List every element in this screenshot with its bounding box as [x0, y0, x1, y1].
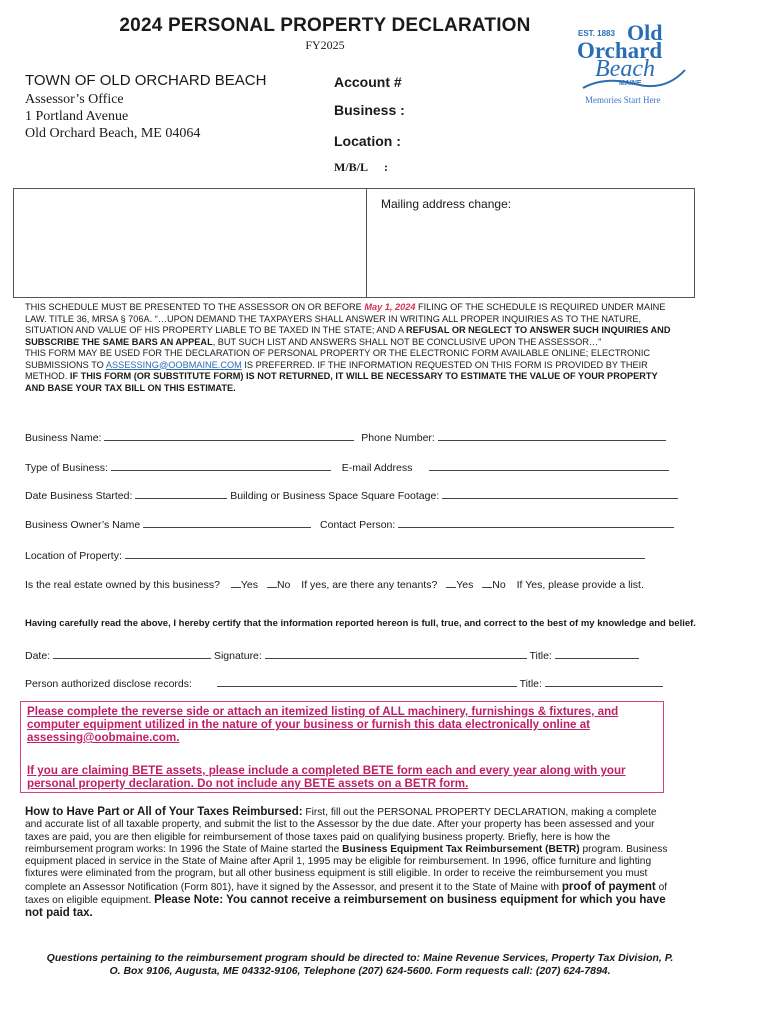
- owned-no: No: [276, 579, 291, 591]
- mailing-address-label: Mailing address change:: [381, 197, 512, 211]
- account-number-label: Account #: [334, 74, 402, 90]
- business-type-label: Type of Business:: [25, 462, 108, 474]
- owner-label: Business Owner’s Name: [25, 519, 141, 531]
- phone-label: Phone Number:: [361, 432, 435, 444]
- date-field[interactable]: [53, 648, 211, 659]
- logo-est: EST. 1883: [578, 29, 615, 38]
- address-box-divider: [366, 189, 367, 297]
- legal-paragraph-2: THIS FORM MAY BE USED FOR THE DECLARATION OF PERSONAL PROPERTY OR THE ELECTRONIC FORM AVAILABLE ONLINE; ELECTRONIC SUBMISSIONS TO ASSESSING@OOBMAINE.COM IS PREFERRED. IF THE INFORMATION REQUESTED ON THIS FORM IS PROVIDED BY THEIR METHOD. IF THIS FORM (OR SUBSTITUTE FORM) IS NOT RETURNED, IT WILL BE NECESSARY TO ESTIMATE THE VALUE OF YOUR PROPERTY AND BASE YOUR TAX BILL ON THIS ESTIMATE.: [25, 348, 658, 393]
- questions-contact: Questions pertaining to the reimbursement program should be directed to: Maine Revenue Services, Property Tax Division, P. O. Box 9106, Augusta, ME 04332-9106, Telephone (207) 624-5600. Form requests call: (207) 624-7894.: [46, 952, 674, 977]
- date-started-row: [25, 488, 678, 502]
- contact-field[interactable]: [398, 517, 674, 528]
- authorized-person-field[interactable]: [217, 676, 517, 687]
- tenants-yes: Yes: [456, 579, 474, 591]
- property-location-field[interactable]: [125, 548, 645, 559]
- ownership-row: [25, 577, 644, 591]
- itemized-listing-notice: Please complete the reverse side or attach an itemized listing of ALL machinery, furnishings & fixtures, and computer equipment utilized in the nature of your business or furnish this data electronically online at assessing@oobmaine.com.: [27, 705, 619, 744]
- signature-row: [25, 648, 639, 662]
- owner-field[interactable]: [143, 517, 311, 528]
- email-field[interactable]: [429, 460, 669, 471]
- title-field-2[interactable]: [545, 676, 663, 687]
- authorized-person-label: Person authorized disclose records:: [25, 678, 192, 690]
- business-type-field[interactable]: [111, 460, 331, 471]
- title-label-1: Title:: [529, 650, 552, 662]
- title-label-2: Title:: [519, 678, 542, 690]
- tenants-question: If yes, are there any tenants?: [301, 579, 438, 591]
- location-row: [25, 548, 645, 562]
- mbl-label: M/B/L :: [334, 160, 389, 174]
- assessing-email-link[interactable]: ASSESSING@OOBMAINE.COM: [105, 359, 242, 370]
- legal-paragraph-1: THIS SCHEDULE MUST BE PRESENTED TO THE ASSESSOR ON OR BEFORE May 1, 2024 FILING OF THE SCHEDULE IS REQUIRED UNDER MAINE LAW. TITLE 36, MRSA § 706A. “…UPON DEMAND THE TAXPAYERS SHALL ANSWER IN WRITING ALL PROPER INQUIRIES AS TO THE NATURE, SITUATION AND VALUE OF HIS PROPERTY LIABLE TO BE TAXED IN THE STATE; AND A REFUSAL OR NEGLECT TO ANSWER SUCH INQUIRIES AND SUBSCRIBE THE SAME BARS AN APPEAL, BUT SUCH LIST AND ANSWERS SHALL NOT BE CONCLUSIVE UPON THE ASSESSOR…”: [25, 302, 671, 347]
- bete-notice: If you are claiming BETE assets, please include a completed BETE form each and every year along with your personal property declaration. Do not include any BETE assets on a BETR form.: [27, 764, 626, 790]
- office-line-3: Old Orchard Beach, ME 04064: [25, 126, 201, 141]
- phone-field[interactable]: [438, 430, 666, 441]
- business-name-field[interactable]: [104, 430, 354, 441]
- tenants-no-blank[interactable]: [482, 577, 492, 588]
- logo-tagline: Memories Start Here: [585, 95, 661, 105]
- business-type-row: [25, 460, 669, 474]
- email-label: E-mail Address: [341, 462, 413, 474]
- town-name: TOWN OF OLD ORCHARD BEACH: [25, 72, 267, 89]
- logo-maine: MAINE: [619, 80, 642, 87]
- business-name-label: Business Name:: [25, 432, 102, 444]
- reimbursement-note: Please Note: You cannot receive a reimbursement on business equipment for which you have not paid tax.: [25, 894, 666, 920]
- form-title: 2024 PERSONAL PROPERTY DECLARATION: [119, 15, 531, 36]
- legal-notice: [25, 302, 673, 394]
- title-field-1[interactable]: [555, 648, 639, 659]
- owned-yes: Yes: [240, 579, 259, 591]
- certification-statement: Having carefully read the above, I hereby certify that the information reported hereon is full, true, and correct to the best of my knowledge and belief.: [25, 618, 696, 629]
- date-label: Date:: [25, 650, 51, 662]
- date-started-label: Date Business Started:: [25, 490, 133, 502]
- logo-beach: Beach: [595, 56, 655, 82]
- square-footage-label: Building or Business Space Square Footage:: [230, 490, 440, 502]
- owned-yes-blank[interactable]: [231, 577, 241, 588]
- signature-label: Signature:: [213, 650, 262, 662]
- tenants-list-note: If Yes, please provide a list.: [516, 579, 644, 591]
- location-label: Location :: [334, 133, 401, 149]
- tenants-yes-blank[interactable]: [446, 577, 456, 588]
- tenants-no: No: [492, 579, 506, 591]
- reimbursement-heading: How to Have Part or All of Your Taxes Reimbursed:: [25, 806, 303, 818]
- logo-orchard: Orchard: [577, 38, 663, 63]
- fiscal-year: FY2025: [305, 38, 345, 52]
- office-line-2: 1 Portland Avenue: [25, 109, 129, 124]
- office-line-1: Assessor’s Office: [25, 92, 124, 107]
- business-name-row: [25, 430, 666, 444]
- address-box: [13, 188, 695, 298]
- owner-row: [25, 517, 674, 531]
- owned-question: Is the real estate owned by this business?: [25, 579, 220, 591]
- authorized-row: [25, 676, 663, 690]
- town-logo: [565, 18, 690, 113]
- logo-old: Old: [627, 20, 663, 45]
- business-label: Business :: [334, 102, 405, 118]
- property-location-label: Location of Property:: [25, 550, 122, 562]
- signature-field[interactable]: [265, 648, 527, 659]
- owned-no-blank[interactable]: [267, 577, 277, 588]
- reimbursement-paragraph: How to Have Part or All of Your Taxes Reimbursed: First, fill out the PERSONAL PROPERTY DECLARATION, making a complete and accurate list of all taxable property, and submit the list to the Assessor by the due date. After your property has been assessed and your taxes are paid, you are then eligible for reimbursement of those taxes paid on qualifying business property. Briefly, here is how the reimbursement program works: In 1996 the State of Maine started the Business Equipment Tax Reimbursement (BETR) program. Business equipment placed in service in the State of Maine after April 1, 1995 may be eligible for reimbursement. In 1996, office furniture and lighting fixtures were eliminated from the program, but all other business equipment is still eligible. In order to receive the reimbursement you must complete an Assessor Notification (Form 801), have it signed by the Assessor, and present it to the State of Maine with proof of payment of taxes on eligible equipment. Please Note: You cannot receive a reimbursement on business equipment for which you have not paid tax.: [25, 806, 668, 920]
- contact-label: Contact Person:: [320, 519, 396, 531]
- date-started-field[interactable]: [135, 488, 227, 499]
- square-footage-field[interactable]: [442, 488, 678, 499]
